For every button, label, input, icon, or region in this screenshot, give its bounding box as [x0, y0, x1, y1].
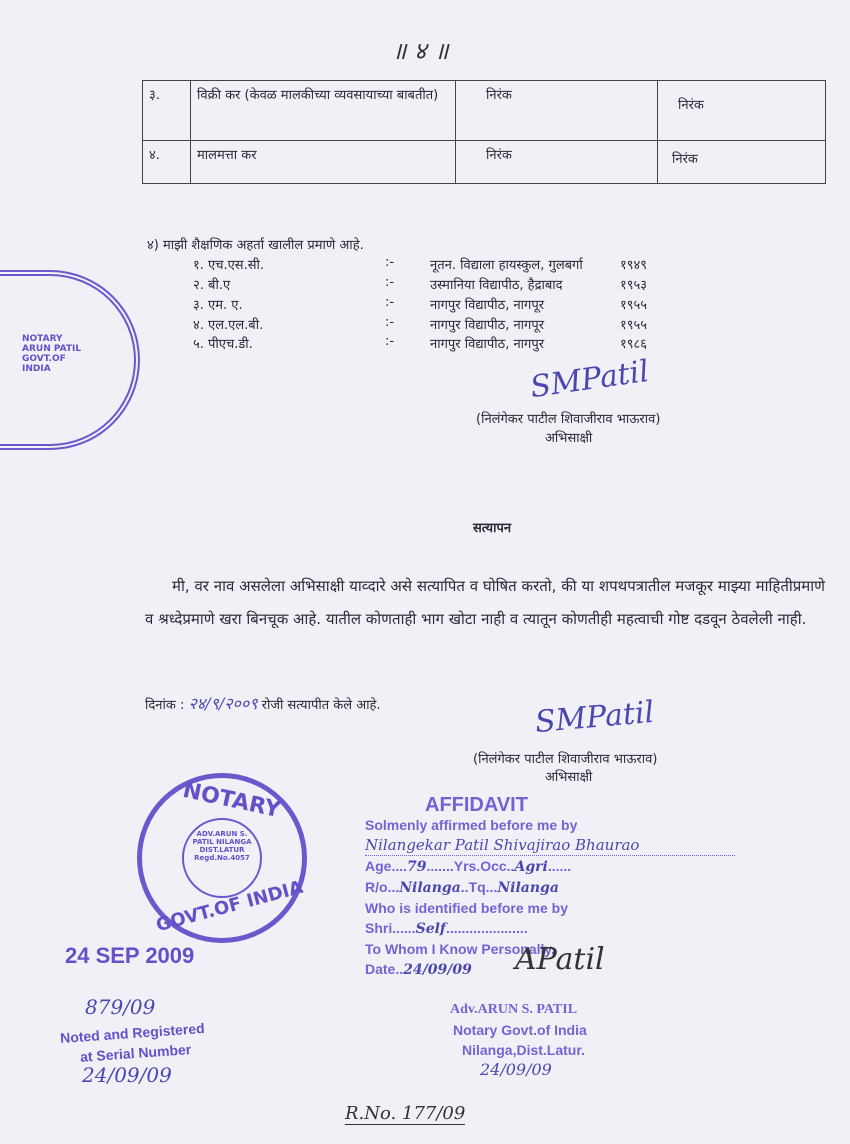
year: १९५५	[620, 298, 648, 313]
institution: नागपुर विद्यापीठ, नागपुर	[430, 337, 545, 352]
notary-signature: APatil	[515, 942, 605, 977]
left-stamp-text: NOTARY ARUN PATIL GOVT.OF INDIA	[22, 334, 82, 374]
table-row	[143, 141, 826, 184]
date-stamp: 24 SEP 2009	[65, 943, 195, 968]
cell-no: ४.	[143, 141, 191, 184]
affidavit-identified: Who is identified before me by	[365, 900, 569, 916]
education-row	[193, 275, 653, 295]
affidavit-deponent: Nilangekar Patil Shivajirao Bhaurao	[365, 835, 735, 856]
separator: :-	[385, 255, 395, 270]
cell-item: मालमत्ता कर	[191, 141, 456, 184]
affidavit-age-line: Age....79.......Yrs.Occ..Agri......	[365, 858, 572, 875]
affidavit-date-line: Date..24/09/09	[365, 961, 472, 978]
register-number: 879/09	[85, 995, 156, 1019]
degree: ४. एल.एल.बी.	[193, 318, 264, 333]
notary-name: Adv.ARUN S. PATIL	[450, 1002, 578, 1017]
signatory-role: अभिसाक्षी	[545, 770, 593, 785]
year: १९५५	[620, 318, 648, 333]
register-date: 24/09/09	[82, 1063, 172, 1087]
education-row	[193, 334, 653, 354]
seal-inner-text: ADV.ARUN S. PATIL NILANGA DIST.LATUR Regd.No.4057	[182, 818, 262, 898]
date-suffix: रोजी सत्यापीत केले आहे.	[261, 698, 381, 713]
institution: उस्मानिया विद्यापीठ, हैद्राबाद	[430, 278, 563, 293]
degree: १. एच.एस.सी.	[193, 258, 264, 273]
education-row	[193, 295, 653, 315]
verification-body: मी, वर नाव असलेला अभिसाक्षी याव्दारे असे सत्यापित व घोषित करतो, की या शपथपत्रातील मजकूर माझ्या माहितीप्रमाणे व श्रध्देप्रमाणे खरा बिनचूक आहे. यातील कोणताही भाग खोटा नाही व त्यातून कोणतीही महत्वाची गोष्ट दडवून ठेवलेली नाही.	[145, 577, 825, 628]
institution: नूतन. विद्याला हायस्कुल, गुलबर्गा	[430, 258, 583, 273]
separator: :-	[385, 334, 395, 349]
tq-value: Nilanga	[497, 880, 559, 896]
separator: :-	[385, 295, 395, 310]
notary-title: Notary Govt.of India	[453, 1022, 587, 1038]
date-value: 24/09/09	[403, 962, 472, 978]
register-line1: Noted and Registered	[59, 1019, 206, 1047]
signature: SMPatil	[528, 353, 652, 406]
affidavit-ro-line: R/o...Nilanga..Tq...Nilanga	[365, 879, 559, 896]
occ-label: Yrs.Occ	[453, 858, 507, 874]
institution: नागपुर विद्यापीठ, नागपूर	[430, 318, 545, 333]
shri-label: Shri	[365, 920, 393, 936]
education-row	[193, 255, 653, 275]
signatory-name: (निलंगेकर पाटील शिवाजीराव भाऊराव)	[473, 752, 658, 767]
affidavit-line1: Solmenly affirmed before me by	[365, 817, 578, 833]
affidavit-shri-line: Shri......Self.....................	[365, 920, 528, 937]
tax-table	[142, 80, 826, 184]
notary-date: 24/09/09	[480, 1060, 552, 1079]
affidavit-stamp	[365, 795, 805, 1080]
seal-top-text: NOTARY	[180, 777, 283, 824]
bottom-note: R.No. 177/09	[345, 1103, 466, 1124]
verification-date	[145, 692, 381, 714]
signatory-name: (निलंगेकर पाटील शिवाजीराव भाऊराव)	[476, 412, 661, 427]
cell-col2: निरंक	[658, 81, 826, 141]
ro-value: Nilanga	[399, 880, 461, 896]
table-row	[143, 81, 826, 141]
age-label: Age	[365, 858, 392, 874]
education-row	[193, 315, 653, 335]
date-value: २४/९/२००९	[188, 694, 258, 713]
affidavit-known: To Whom I Know Personally.	[365, 941, 556, 957]
education-heading: ४) माझी शैक्षणिक अहर्ता खालील प्रमाणे आहे.	[147, 238, 364, 253]
degree: ३. एम. ए.	[193, 298, 243, 313]
notary-place: Nilanga,Dist.Latur.	[462, 1042, 585, 1058]
verification-title: सत्यापन	[473, 521, 512, 536]
age-value: 79	[407, 859, 427, 875]
signature: SMPatil	[533, 694, 656, 741]
cell-col1: निरंक	[456, 81, 658, 141]
year: १९४९	[620, 258, 648, 273]
left-notary-stamp	[0, 270, 140, 450]
cell-col1: निरंक	[456, 141, 658, 184]
date-label: दिनांक :	[145, 698, 185, 713]
register-line2: at Serial Number	[79, 1041, 192, 1065]
occ-value: Agri	[514, 859, 548, 875]
page-number: ॥ ४ ॥	[392, 37, 449, 65]
cell-item: विक्री कर (केवळ मालकीच्या व्यवसायाच्या बाबतीत)	[191, 81, 456, 141]
institution: नागपुर विद्यापीठ, नागपूर	[430, 298, 545, 313]
year: १९५३	[620, 278, 648, 293]
seal-bottom-text: GOVT.OF INDIA	[153, 876, 306, 937]
date-label: Date	[365, 961, 396, 977]
shri-value: Self	[415, 921, 446, 937]
ro-label: R/o	[365, 879, 388, 895]
signatory-role: अभिसाक्षी	[545, 431, 593, 446]
cell-col2: निरंक	[658, 141, 826, 184]
degree: ५. पीएच.डी.	[193, 337, 253, 352]
affidavit-title: AFFIDAVIT	[425, 794, 528, 816]
separator: :-	[385, 315, 395, 330]
year: १९८६	[620, 337, 648, 352]
degree: २. बी.ए	[193, 278, 231, 293]
notary-seal	[137, 773, 307, 943]
separator: :-	[385, 275, 395, 290]
tq-label: Tq	[468, 879, 486, 895]
cell-no: ३.	[143, 81, 191, 141]
